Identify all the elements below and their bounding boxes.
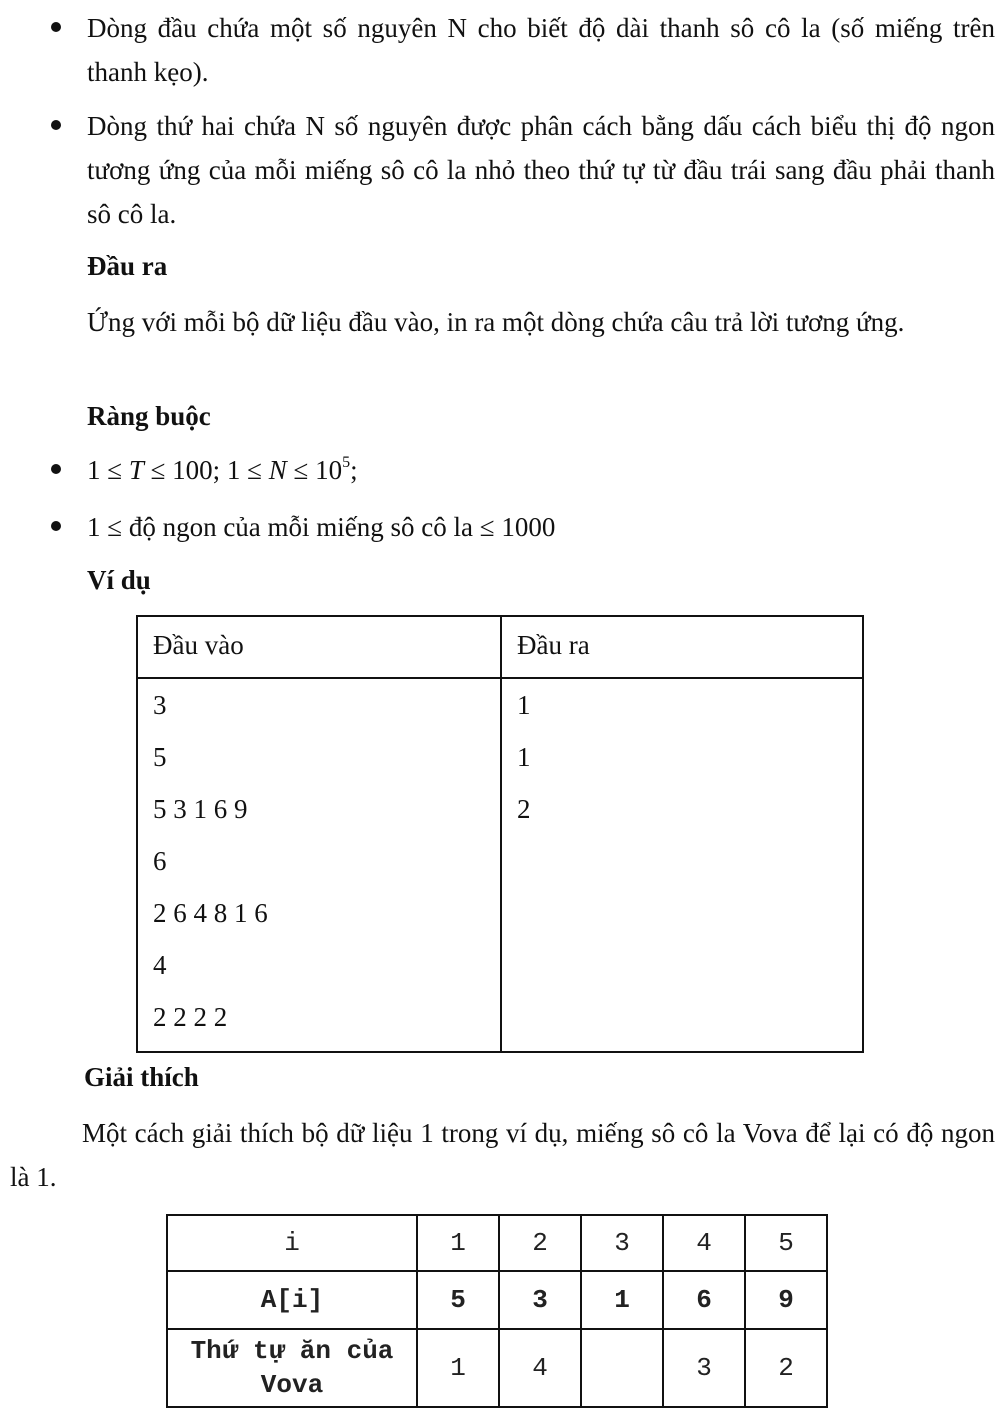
output-heading: Đầu ra: [87, 251, 168, 281]
table-cell: 3: [663, 1329, 745, 1407]
variable-n: N: [268, 455, 287, 485]
row-label: A[i]: [167, 1271, 417, 1329]
example-table-divider: [500, 617, 502, 1051]
table-cell: 6: [663, 1271, 745, 1329]
constraint-1-part: ≤ 100; 1 ≤: [143, 455, 269, 485]
constraint-1-part: ≤ 10: [286, 455, 343, 485]
input-line: 6: [153, 846, 167, 876]
constraints-heading: Ràng buộc: [87, 401, 211, 431]
bullet-dot-icon: [51, 22, 61, 32]
table-cell: 3: [581, 1215, 663, 1271]
table-cell: 5: [745, 1215, 827, 1271]
table-cell: 2: [745, 1329, 827, 1407]
example-heading: Ví dụ: [87, 565, 151, 595]
bullet-second-line-description: [87, 104, 995, 236]
bullet-dot-icon: [51, 521, 61, 531]
table-row: [167, 1271, 827, 1329]
input-line: 5: [153, 742, 167, 772]
exponent: 5: [342, 454, 351, 471]
input-line: 3: [153, 690, 167, 720]
variable-t: T: [128, 455, 144, 485]
constraint-2-text: 1 ≤ độ ngon của mỗi miếng sô cô la ≤ 1000: [87, 512, 556, 542]
table-row: [167, 1215, 827, 1271]
output-line: 2: [517, 794, 531, 824]
constraint-2: [87, 505, 555, 549]
input-column-header: Đầu vào: [153, 630, 244, 660]
input-line: 2 6 4 8 1 6: [153, 898, 268, 928]
bullet-dot-icon: [51, 464, 61, 474]
output-description: Ứng với mỗi bộ dữ liệu đầu vào, in ra một dòng chứa câu trả lời tương ứng.: [87, 307, 905, 337]
input-line: 4: [153, 950, 167, 980]
table-cell: 9: [745, 1271, 827, 1329]
explanation-text: Một cách giải thích bộ dữ liệu 1 trong ví dụ, miếng sô cô la Vova để lại có độ ngon là 1.: [10, 1118, 995, 1192]
output-line: 1: [517, 742, 531, 772]
table-cell: 2: [499, 1215, 581, 1271]
constraint-1: [87, 448, 358, 492]
row-label: Thứ tự ăn của Vova: [167, 1329, 417, 1407]
table-row: [167, 1329, 827, 1407]
bullet-first-line-description: [87, 6, 995, 94]
table-cell: 1: [417, 1215, 499, 1271]
table-cell: 4: [499, 1329, 581, 1407]
output-column-header: Đầu ra: [517, 630, 590, 660]
bullet-dot-icon: [51, 120, 61, 130]
table-cell: 1: [581, 1271, 663, 1329]
input-column: [153, 679, 268, 1043]
trace-table: [166, 1214, 828, 1408]
output-column: [517, 679, 531, 835]
constraint-1-part: ;: [350, 455, 358, 485]
table-cell: [581, 1329, 663, 1407]
input-line: 2 2 2 2: [153, 1002, 228, 1032]
bullet-text: Dòng đầu chứa một số nguyên N cho biết độ dài thanh sô cô la (số miếng trên thanh kẹo).: [87, 13, 995, 87]
table-cell: 4: [663, 1215, 745, 1271]
table-cell: 1: [417, 1329, 499, 1407]
table-cell: 5: [417, 1271, 499, 1329]
table-cell: 3: [499, 1271, 581, 1329]
explanation-heading: Giải thích: [84, 1062, 199, 1092]
output-line: 1: [517, 690, 531, 720]
bullet-text: Dòng thứ hai chứa N số nguyên được phân cách bằng dấu cách biểu thị độ ngon tương ứng của mỗi miếng sô cô la nhỏ theo thứ tự từ đầu trái sang đầu phải thanh sô cô la.: [87, 111, 995, 229]
row-label: i: [167, 1215, 417, 1271]
example-table: [136, 615, 864, 1053]
input-line: 5 3 1 6 9: [153, 794, 248, 824]
constraint-1-part: 1 ≤: [87, 455, 129, 485]
